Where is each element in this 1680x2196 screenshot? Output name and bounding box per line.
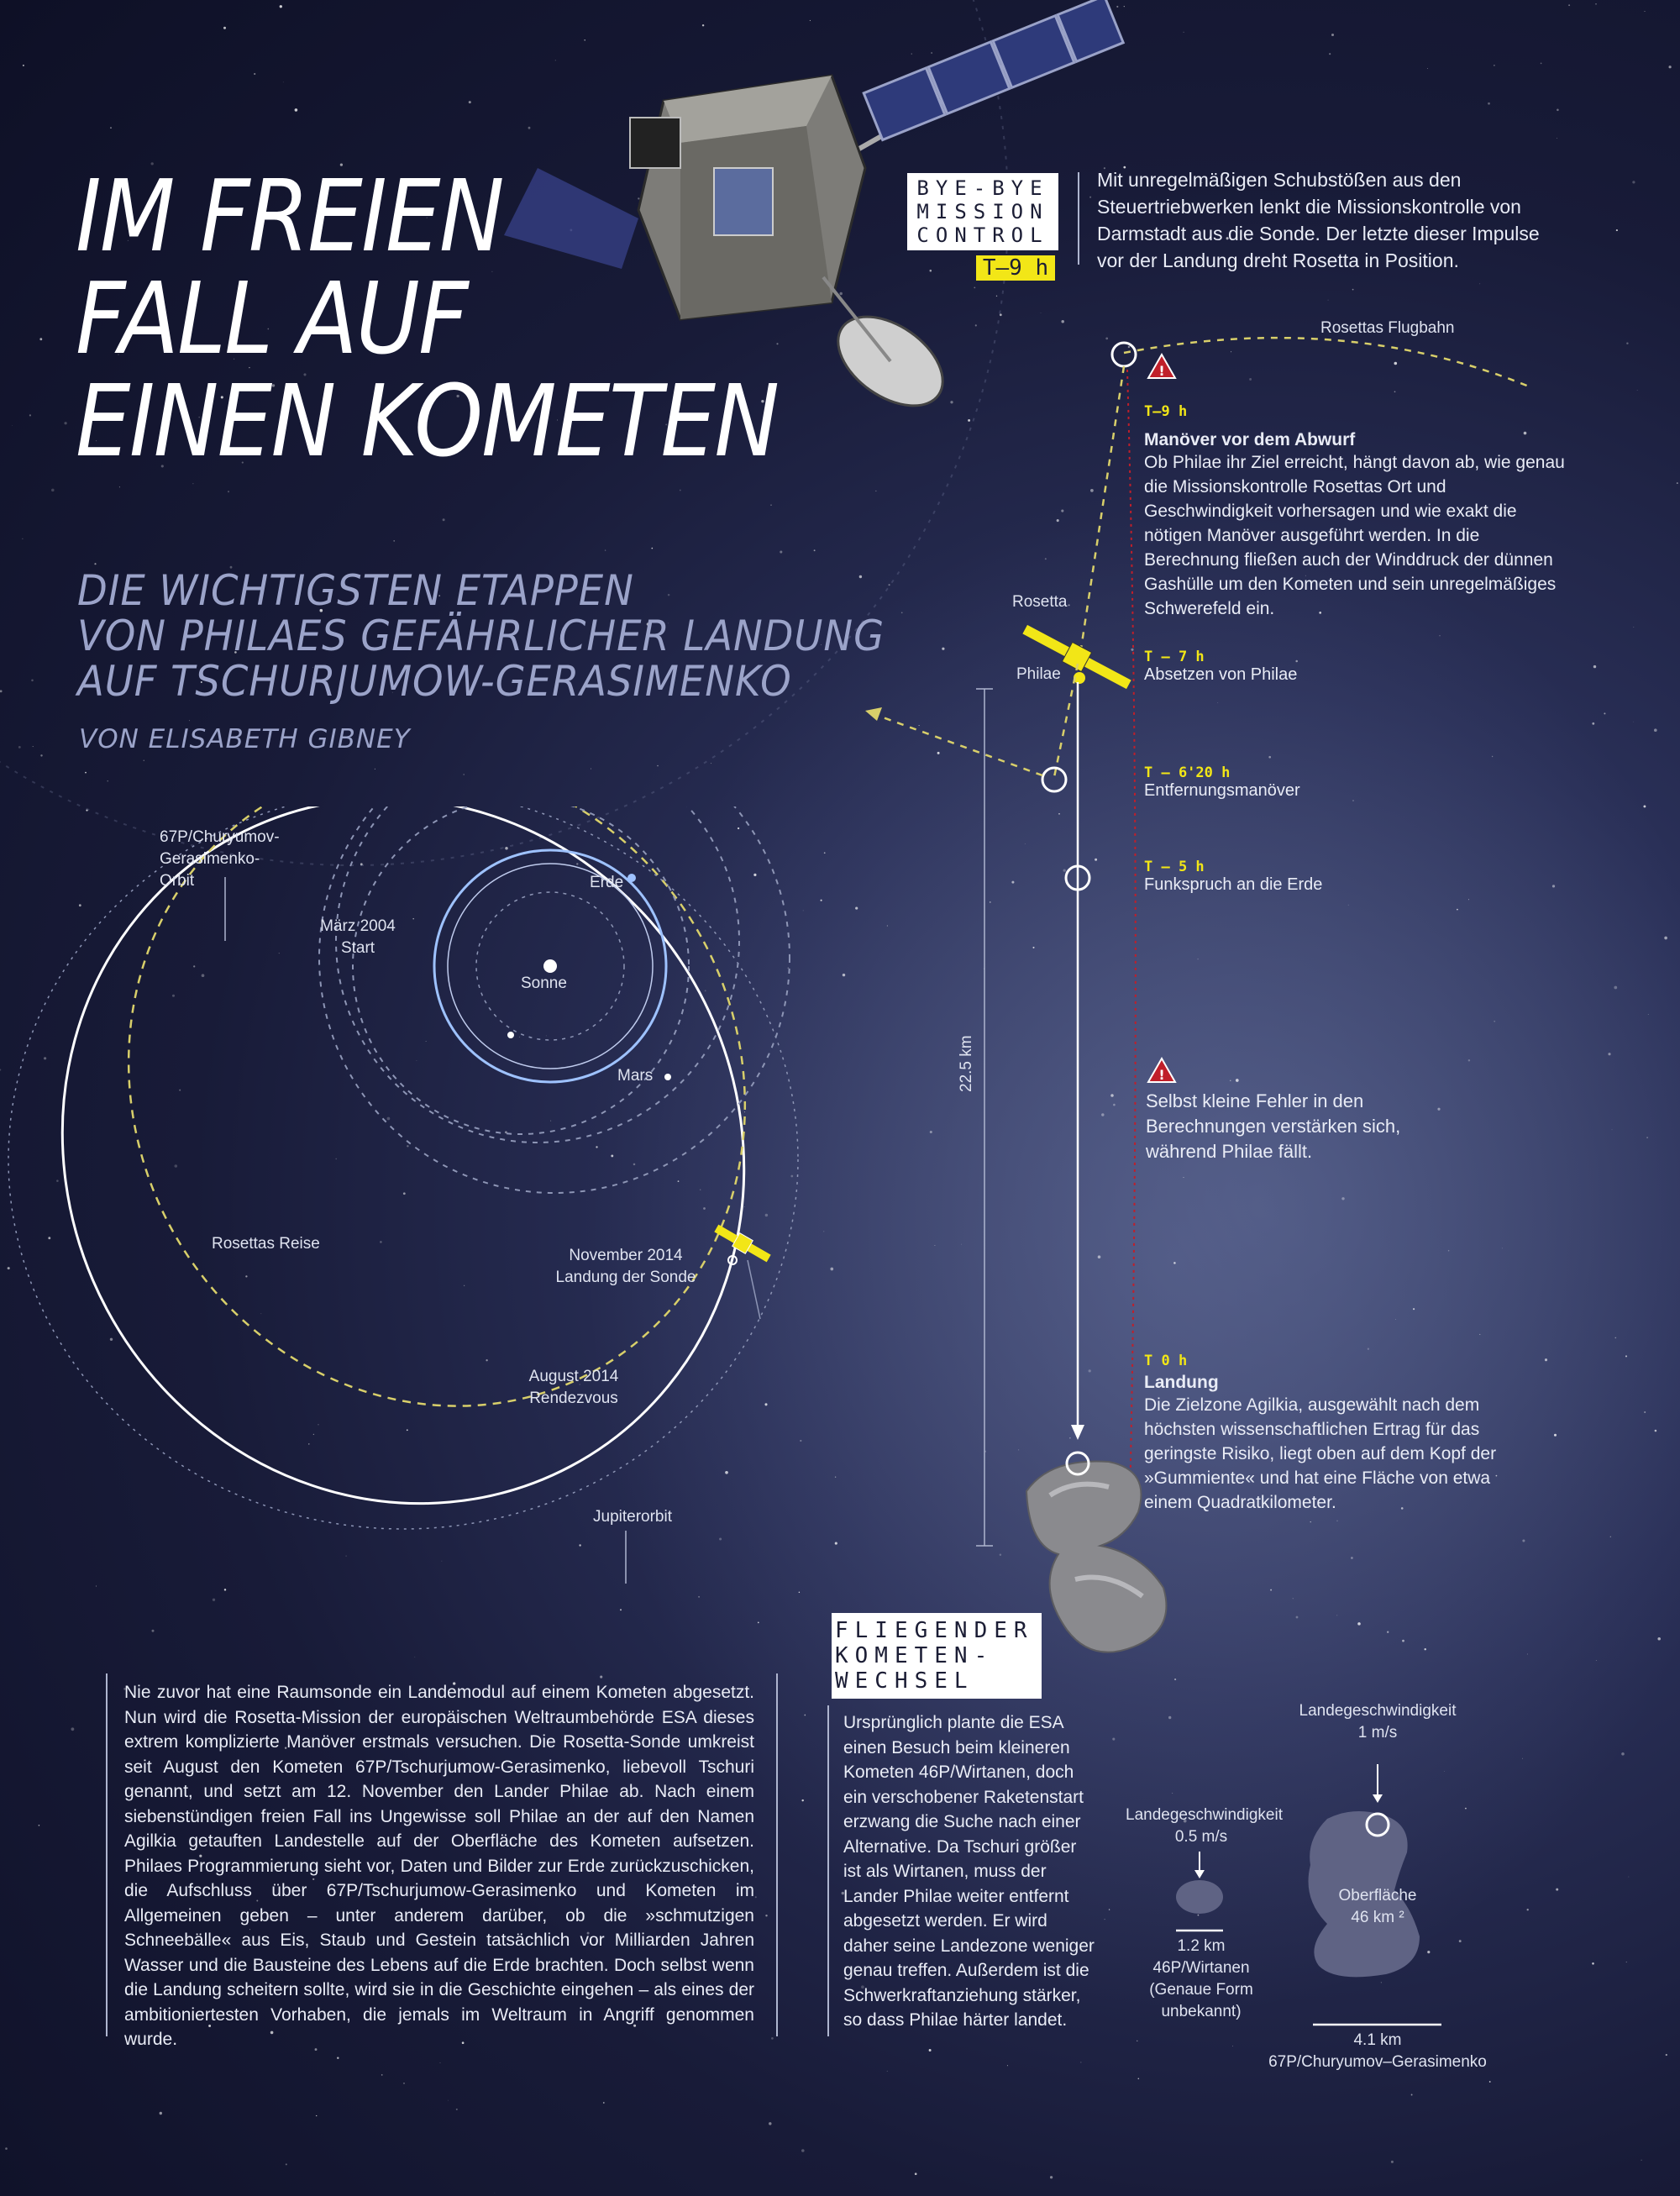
mission-control-box: [907, 173, 1058, 281]
body-text: Nie zuvor hat eine Raumsonde ein Landemodul auf einem Kometen abgesetzt. Nun wird die Rosetta-Mission der europäischen Weltraumbehörde ESA dieses extrem komplizierte Manöver erstmals versuchen. Die Rosetta-Sonde umkreist seit August den Kometen 67P/Tschurjumow-Gerasimenko, liebevoll Tschuri genannt, und setzt am 12. November den Lander Philae ab. Nach einem siebenstündigen freien Fall ins Ungewisse soll Philae an der auf den Namen Agilkia getauften Landestelle auf der Oberfläche des Kometen aufsetzen. Philaes Programmierung sieht vor, Daten und Bilder zur Erde zurückzuschicken, die Aufschluss über 67P/Tschurjumow-Gerasimenko und Kometen im Allgemeinen geben – unter anderem darüber, ob die »schmutzigen Schneebälle« aus Eis, Staub und Gestein tatsächlich vor Milliarden Jahren Wasser und die Bausteine des Lebens auf die Erde brachten. Doch selbst wenn die Landung scheitern sollte, wird sie in die Geschichte eingehen – als eines der ambitioniertesten Vorhaben, die jemals im Weltraum in Angriff genommen wurde.: [124, 1683, 754, 2049]
rosetta-small-icon: [712, 1221, 772, 1265]
star: [1138, 2078, 1140, 2080]
mission-control-text: Mit unregelmäßigen Schubstößen aus den Steuertriebwerken lenkt die Missionskontrolle von Darmstadt aus die Sonde. Der letzte dieser Impulse vor der Landung dreht Rosetta in Position.: [1097, 169, 1540, 271]
star: [192, 483, 193, 484]
star: [1645, 11, 1646, 12]
star: [1629, 1877, 1630, 1878]
star: [119, 486, 120, 487]
star: [1112, 1738, 1115, 1741]
star: [620, 1609, 622, 1610]
star: [652, 548, 654, 549]
subtitle-line-3: AUF TSCHURJUMOW-GERASIMENKO: [77, 657, 792, 706]
mission-control-time: T–9 h: [976, 255, 1055, 281]
star: [94, 563, 96, 565]
star: [40, 754, 42, 756]
star: [1646, 1137, 1648, 1138]
star: [64, 422, 66, 424]
wirtanen-note-2: unbekannt): [1161, 2003, 1242, 2020]
star: [1612, 1129, 1613, 1130]
churyumov-name: 67P/Churyumov–Gerasimenko: [1268, 2053, 1487, 2071]
star: [39, 1825, 40, 1826]
star: [1655, 1430, 1657, 1432]
star: [814, 549, 816, 551]
mission-control-head-3: CONTROL: [916, 223, 1049, 247]
star: [22, 538, 23, 539]
star: [189, 720, 190, 721]
step-4: [1144, 859, 1322, 895]
star: [51, 489, 55, 492]
star: [698, 1596, 700, 1598]
wirtanen-name: 46P/Wirtanen: [1152, 1959, 1250, 1977]
comet-orbit-label: [160, 827, 280, 892]
churyumov-speed: [1285, 1700, 1470, 1744]
star: [1643, 805, 1646, 807]
step-3-time: T – 6'20 h: [1144, 764, 1231, 781]
star: [1489, 2081, 1491, 2083]
mission-control-head-2: MISSION: [916, 200, 1049, 223]
star: [887, 2071, 888, 2072]
star: [283, 81, 284, 82]
star: [1614, 986, 1617, 990]
star: [254, 73, 255, 75]
wirtanen-shape: [1176, 1880, 1223, 1914]
star: [600, 1676, 602, 1679]
star: [804, 1715, 806, 1716]
star: [771, 2037, 774, 2040]
star: [1664, 937, 1667, 940]
star: [223, 27, 226, 29]
star: [1568, 4, 1570, 6]
star: [1608, 1053, 1610, 1055]
jupiter-label: Jupiterorbit: [593, 1508, 672, 1526]
star: [1329, 53, 1331, 55]
star: [755, 1896, 757, 1898]
star: [1669, 66, 1672, 68]
step-5-time: T 0 h: [1144, 1353, 1188, 1369]
star: [337, 2057, 339, 2058]
mars-icon: [664, 1074, 671, 1080]
star: [801, 1799, 803, 1801]
churyumov-speed-value: 1 m/s: [1357, 1724, 1398, 1742]
star: [439, 2062, 440, 2063]
wirtanen-info: [1130, 1936, 1273, 2023]
earth-label: Erde: [590, 874, 624, 891]
star: [1592, 1962, 1594, 1965]
star: [801, 2149, 805, 2152]
star: [1648, 1014, 1649, 1015]
star: [213, 1599, 215, 1601]
star: [1595, 3, 1597, 5]
star: [152, 1630, 155, 1632]
comet-change-text: Ursprünglich plante die ESA einen Besuch beim kleineren Kometen 46P/Wirtanen, doch ein verschobener Raketenstart erzwang die Suche nach einer Alternative. Da Tschuri größer ist als Wirtanen, muss der Lander Philae weiter entfernt abgesetzt werden. Er wird daher seine Landezone weniger genau treffen. Außerdem ist die Schwerkraftanziehung stärker, so dass Philae härter landet.: [843, 1713, 1095, 2030]
title-line-2: FALL AUF: [76, 260, 468, 376]
body-text-right-rule: [776, 1673, 778, 2036]
star: [1666, 2054, 1667, 2056]
step-4-text: Funkspruch an die Erde: [1144, 875, 1323, 894]
title-line-1: IM FREIEN: [76, 158, 503, 274]
step-5-heading: Landung: [1144, 1373, 1219, 1392]
star: [1654, 728, 1657, 732]
journey-label: Rosettas Reise: [212, 1235, 320, 1253]
surface-info: [1319, 1885, 1436, 1929]
star: [758, 1622, 759, 1624]
star: [1109, 1909, 1110, 1910]
star: [1637, 390, 1638, 391]
star: [1427, 68, 1428, 69]
star: [769, 2122, 771, 2125]
star: [780, 550, 782, 553]
star: [71, 1727, 75, 1731]
star: [1644, 1411, 1646, 1413]
step-5-text: Die Zielzone Agilkia, ausgewählt nach dem höchsten wissenschaftlichen Ertrag für das geringste Risiko, liegt oben auf dem Kopf der »Gummiente« und hat eine Fläche von etwa einem Quadratkilometer.: [1144, 1395, 1497, 1512]
star: [1614, 1337, 1616, 1339]
wirtanen-note-1: (Genaue Form: [1149, 1981, 1253, 1999]
step-3: [1144, 764, 1300, 801]
star: [605, 549, 606, 550]
step-4-time: T – 5 h: [1144, 859, 1205, 875]
star: [1604, 712, 1605, 714]
star: [1352, 289, 1354, 291]
svg-text:!: !: [1158, 363, 1165, 379]
star: [448, 2100, 449, 2101]
star: [1331, 34, 1334, 36]
start-label-2: Start: [340, 939, 375, 957]
distance-label: 22.5 km: [958, 1035, 975, 1092]
wirtanen-speed-label: Landegeschwindigkeit: [1126, 1806, 1283, 1824]
rosetta-trajectory: [1124, 338, 1529, 386]
star: [1050, 2176, 1053, 2178]
comet-orbit-label-2: Gerasimenko-: [160, 850, 260, 868]
landing-label-1: November 2014: [569, 1247, 683, 1264]
step-5: [1144, 1353, 1514, 1515]
star: [160, 2112, 162, 2115]
comet-change-head-2: KOMETEN-: [835, 1643, 995, 1668]
star: [286, 2163, 287, 2165]
svg-text:!: !: [1158, 1067, 1165, 1083]
comet-change-head-1: FLIEGENDER: [835, 1618, 1034, 1643]
star: [1411, 2094, 1413, 2096]
philae-label: Philae: [1016, 665, 1061, 683]
churyumov-size: 4.1 km: [1353, 2031, 1402, 2049]
star: [1328, 300, 1329, 301]
star: [316, 2115, 317, 2116]
star: [1556, 1889, 1558, 1891]
title-line-3: EINEN KOMETEN: [76, 363, 779, 479]
star: [18, 746, 21, 749]
star: [1626, 342, 1628, 344]
step-1-time: T–9 h: [1144, 403, 1188, 420]
step-1: [1144, 403, 1572, 621]
comet-change-head-3: WECHSEL: [835, 1668, 974, 1694]
star: [1625, 1355, 1627, 1357]
earth-icon: [627, 874, 636, 882]
warning-icon-1: [1148, 355, 1175, 379]
step-2-time: T – 7 h: [1144, 649, 1205, 665]
star: [1621, 1752, 1625, 1756]
subtitle: [77, 568, 885, 704]
star: [393, 540, 395, 542]
step-1-text: Ob Philae ihr Ziel erreicht, hängt davon ab, wie genau die Missionskontrolle Rosettas Ort und Geschwindigkeit vorhersagen und wie exakt die nötigen Manöver ausgeführt werden. In die Berechnung fließen auch der Winddruck der dünnen Gashülle um den Kometen und sein unregelmäßiges Schwerefeld ein.: [1144, 453, 1565, 618]
step-3-text: Entfernungsmanöver: [1144, 781, 1300, 800]
surface-label: Oberfläche: [1338, 1887, 1417, 1904]
rosetta-label: Rosetta: [1012, 593, 1068, 611]
page-title: [76, 158, 779, 479]
star: [443, 518, 445, 521]
wirtanen-speed-value: 0.5 m/s: [1174, 1828, 1228, 1846]
star: [39, 338, 42, 340]
star: [1616, 229, 1618, 231]
warning-text: Selbst kleine Fehler in den Berechnungen verstärken sich, während Philae fällt.: [1146, 1090, 1401, 1162]
landing-label-2: Landung der Sonde: [555, 1269, 696, 1286]
star: [12, 425, 13, 426]
step-2-text: Absetzen von Philae: [1144, 665, 1298, 684]
star: [295, 108, 298, 112]
comet-change-box: [832, 1613, 1042, 1699]
sun-label: Sonne: [521, 975, 567, 992]
mars-label: Mars: [617, 1067, 654, 1085]
star: [1632, 181, 1635, 183]
star: [85, 772, 87, 774]
star: [770, 505, 771, 506]
star: [1677, 482, 1678, 484]
star: [110, 127, 112, 129]
star: [414, 1657, 415, 1658]
star: [765, 1915, 767, 1916]
star: [1657, 1637, 1661, 1641]
star: [31, 680, 34, 682]
subtitle-line-2: VON PHILAES GEFÄHRLICHER LANDUNG: [77, 612, 885, 660]
star: [29, 414, 31, 416]
star: [1104, 1919, 1105, 1920]
landing-label: [550, 1245, 701, 1289]
star: [1633, 627, 1634, 628]
comet-change-rule: [827, 1705, 829, 2036]
step-2: [1144, 649, 1297, 685]
rendezvous-label-1: August 2014: [528, 1368, 619, 1385]
start-label: [307, 916, 408, 959]
star: [1541, 63, 1542, 65]
comet-orbit: [0, 806, 840, 1596]
rendezvous-label-2: Rendezvous: [529, 1390, 618, 1407]
wirtanen-speed: [1126, 1805, 1283, 1848]
star: [929, 2049, 932, 2052]
star: [5, 2147, 8, 2150]
wirtanen-size: 1.2 km: [1177, 1937, 1226, 1955]
star: [23, 65, 24, 66]
star: [228, 491, 229, 492]
churyumov-speed-label: Landegeschwindigkeit: [1299, 1702, 1457, 1720]
star: [1488, 102, 1490, 105]
star: [657, 765, 659, 767]
body-text-left-rule: [106, 1673, 108, 2036]
byline: VON ELISABETH GIBNEY: [79, 724, 411, 754]
trajectory-label: Rosettas Flugbahn: [1320, 319, 1455, 337]
mission-control-head-1: BYE-BYE: [916, 176, 1049, 200]
start-label-1: März 2004: [320, 917, 396, 935]
warning-icon-2: [1148, 1059, 1175, 1083]
comet-orbit-label-3: Orbit: [160, 872, 195, 890]
subtitle-line-1: DIE WICHTIGSTEN ETAPPEN: [77, 566, 634, 615]
star: [1391, 2161, 1394, 2163]
rendezvous-label: [519, 1366, 628, 1410]
star: [280, 5, 282, 8]
step-1-heading: Manöver vor dem Abwurf: [1144, 430, 1356, 449]
divider: [1078, 172, 1079, 265]
comet-orbit-label-1: 67P/Churyumov-: [160, 828, 280, 846]
star: [1007, 2065, 1008, 2066]
star: [463, 774, 465, 775]
star: [1557, 109, 1559, 112]
star: [33, 746, 34, 747]
surface-value: 46 km ²: [1351, 1909, 1404, 1926]
churyumov-info: [1252, 2030, 1504, 2073]
star: [381, 2074, 383, 2076]
orbit-diagram: [0, 806, 840, 1596]
star: [0, 690, 3, 692]
sun-icon: [543, 959, 557, 973]
star: [1479, 283, 1480, 284]
star: [680, 490, 681, 491]
star: [456, 2109, 458, 2110]
star: [603, 2102, 605, 2104]
star: [915, 2172, 917, 2175]
